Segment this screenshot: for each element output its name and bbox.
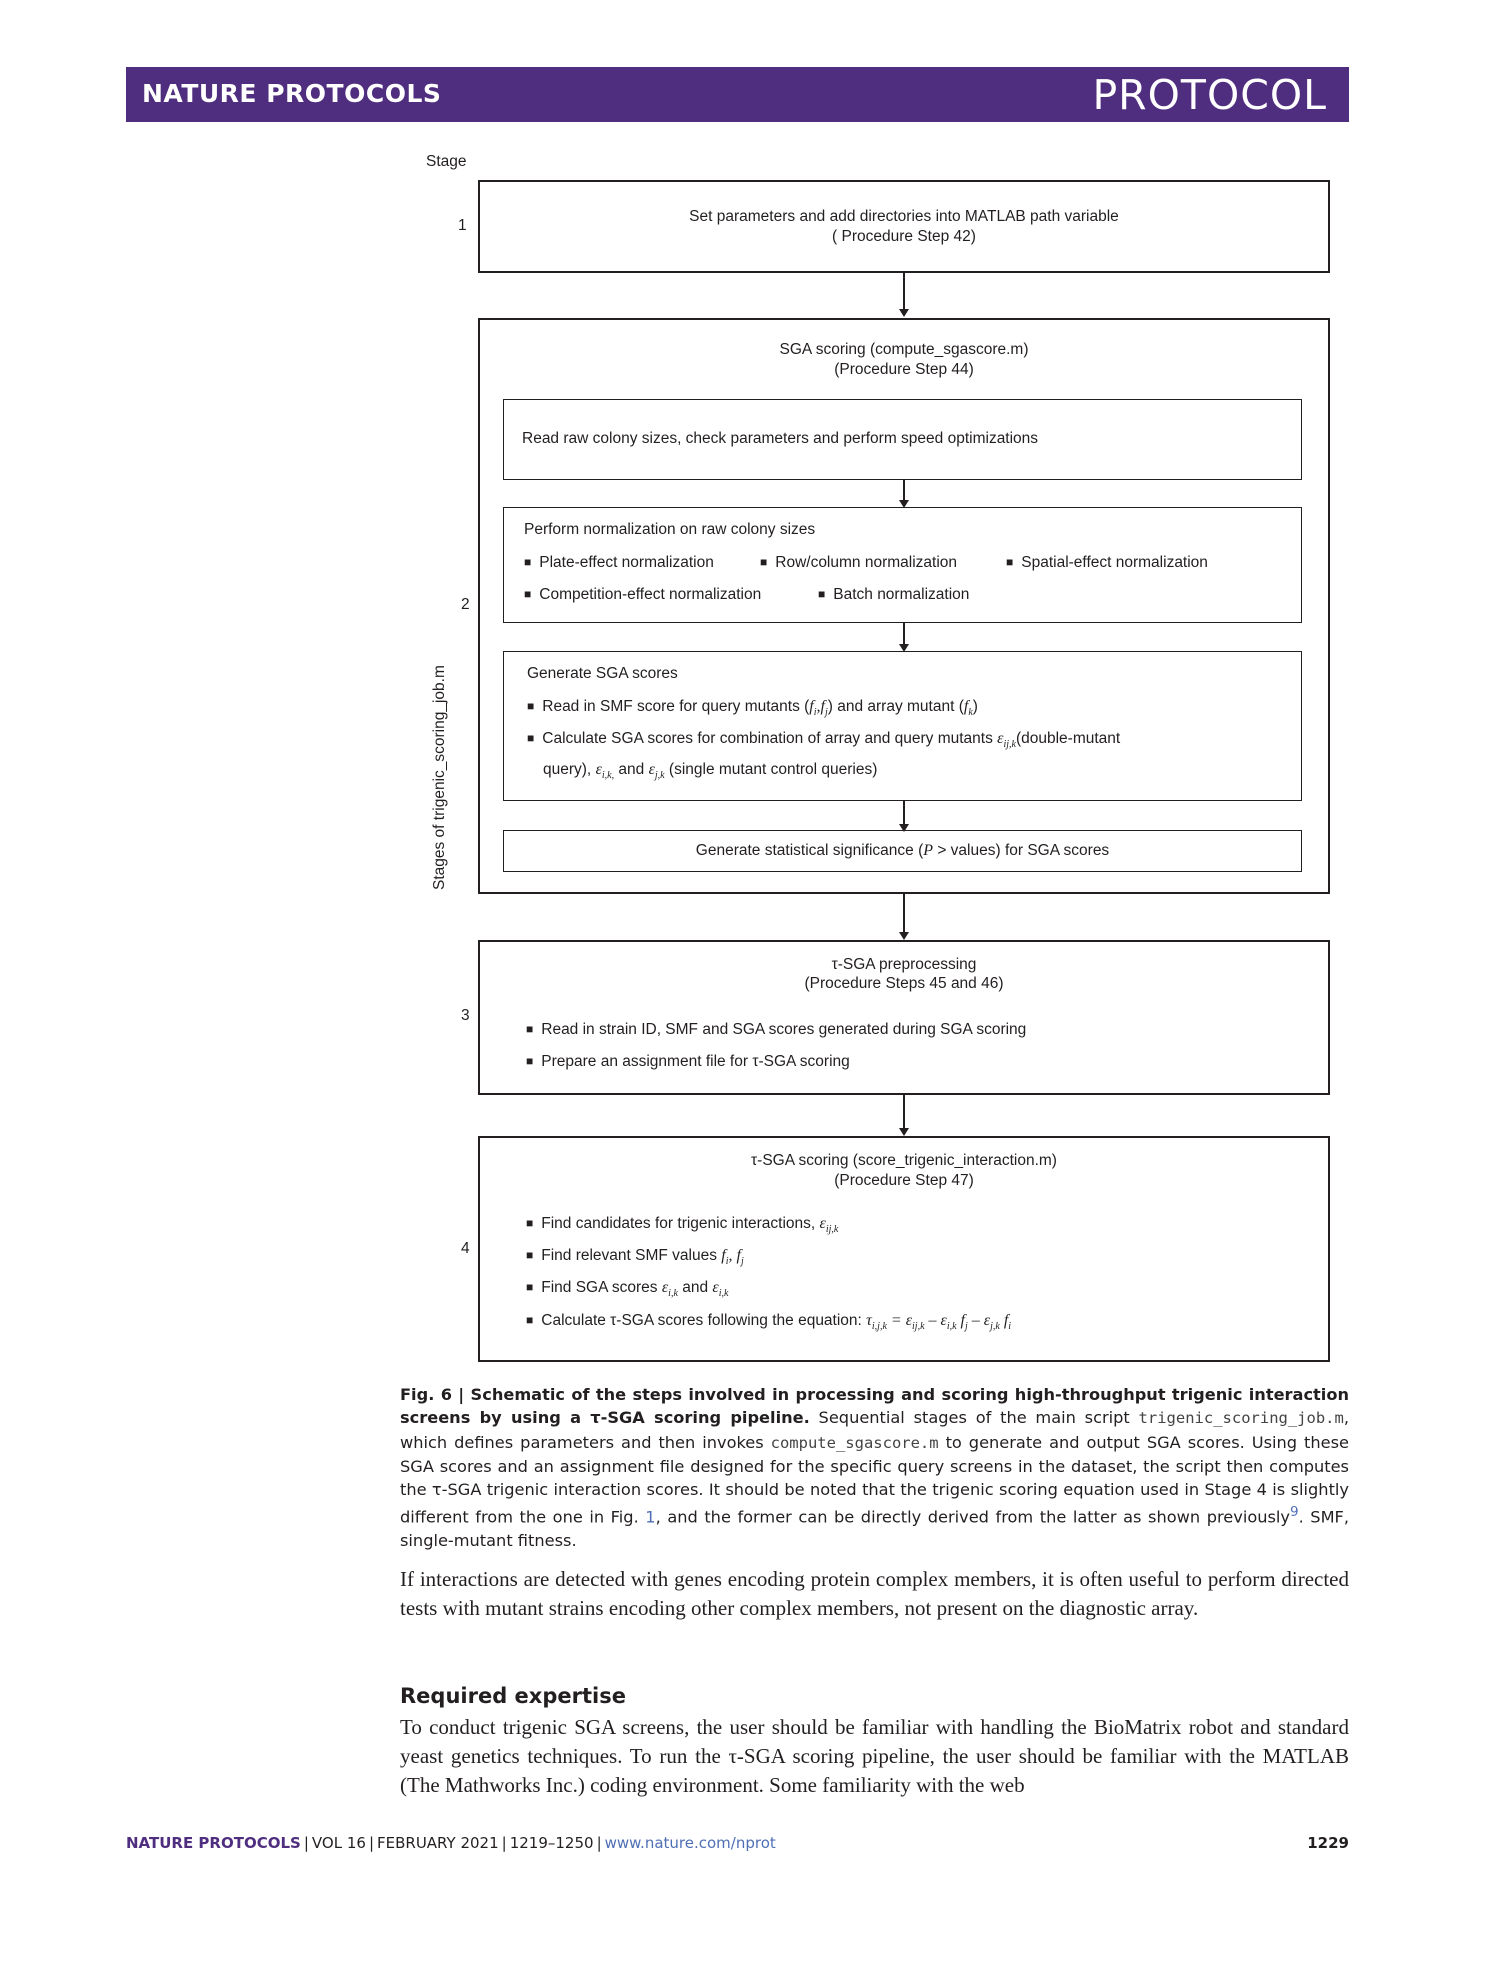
stage1-line2: ( Procedure Step 42) — [832, 228, 976, 245]
norm-item-rowcol: ■ Row/column normalization — [760, 554, 957, 572]
read-raw-box — [503, 399, 1302, 480]
normalization-title: Perform normalization on raw colony sizes — [524, 521, 816, 538]
page-number: 1229 — [1307, 1834, 1349, 1852]
stage-number-3: 3 — [461, 1007, 470, 1024]
norm-item-plate: ■ Plate-effect normalization — [524, 554, 714, 572]
figure-caption: Fig. 6 | Schematic of the steps involved in processing and scoring high-throughput trigenic interaction screens by using a τ-SGA scoring pipeline. Sequential stages of the main script trigenic_scoring_job.m, which defines parameters and then invokes compute_sgascore.m to generate and output SGA scores. Using these SGA scores and an assignment file designed for the specific query screens in the dataset, the script then computes the τ-SGA trigenic interaction scores. It should be noted that the trigenic scoring equation used in Stage 4 is slightly different from the one in Fig. 1, and the former can be directly derived from the latter as shown previously$^9$. SMF, single-mutant fitness. — [400, 1385, 1350, 1551]
footer-volume: VOL 16 — [311, 1834, 366, 1852]
stage4-title: τ-SGA scoring (score_trigenic_interaction.m) — [751, 1152, 1057, 1169]
normalization-box — [503, 507, 1302, 623]
stage3-item-prepare: ■ Prepare an assignment file for τ-SGA scoring — [526, 1053, 850, 1071]
body-paragraph-2: To conduct trigenic SGA screens, the user should be familiar with handling the BioMatrix robot and standard yeast genetics techniques. To run the τ-SGA scoring pipeline, the user should be familiar with the MATLAB (The Mathworks Inc.) coding environment. Some familiarity with the web — [400, 1715, 1349, 1797]
stage4-item-candidates: ■ Find candidates for trigenic interactions, $\varepsilon_{ij,k}$ — [526, 1215, 838, 1235]
stage4-item-equation: ■ Calculate τ-SGA scores following the equation: $\tau_{i,j,k} = \varepsilon_{ij,k} - \varepsilon_{i,k}$ $f_j - \varepsilon_{j,k}$ $f_i$ — [526, 1312, 1011, 1332]
stages-axis-label: Stages of trigenic_scoring_job.m — [431, 665, 448, 890]
stage2-title: SGA scoring (compute_sgascore.m) — [779, 341, 1029, 358]
stage-number-1: 1 — [458, 217, 467, 234]
stage3-item-read: ■ Read in strain ID, SMF and SGA scores generated during SGA scoring — [526, 1021, 1026, 1039]
arrow-gen-pval — [903, 801, 905, 830]
citation-link[interactable]: 9 — [1290, 1504, 1299, 1521]
stage2-subtitle: (Procedure Step 44) — [834, 361, 974, 378]
gen-item-read-smf: ■ Read in SMF score for query mutants $(f_i,f_j)$ and array mutant $(f_k)$ — [527, 698, 978, 718]
norm-item-spatial: ■ Spatial-effect normalization — [1006, 554, 1208, 572]
footer-journal: NATURE PROTOCOLS — [126, 1834, 301, 1852]
stage-number-2: 2 — [461, 596, 470, 613]
body-paragraph-1: If interactions are detected with genes encoding protein complex members, it is often useful to perform directed tests with mutant strains encoding other complex members, not present on the diagnostic array. — [400, 1567, 1349, 1620]
arrow-3-4 — [903, 1095, 905, 1134]
gen-item-calc: ■ Calculate SGA scores for combination of array and query mutants $\varepsilon_{ij,k}(double$-mutant — [527, 730, 1120, 750]
stage-column-label: Stage — [426, 153, 467, 170]
script-name-compute: compute_sgascore.m — [770, 1433, 939, 1452]
footer-url-link[interactable]: www.nature.com/nprot — [604, 1834, 776, 1852]
arrow-norm-gen — [903, 623, 905, 650]
figure-reference-link[interactable]: 1 — [645, 1507, 656, 1527]
page-footer: NATURE PROTOCOLS | VOL 16 | FEBRUARY 2021 | 1219–1250 | www.nature.com/nprot 1229 — [126, 1834, 1349, 1852]
section-heading-required-expertise: Required expertise — [400, 1684, 626, 1708]
journal-name: NATURE PROTOCOLS — [142, 79, 442, 108]
stage3-subtitle: (Procedure Steps 45 and 46) — [804, 975, 1004, 992]
journal-header-bar — [126, 67, 1349, 122]
stage4-item-sga: ■ Find SGA scores $\varepsilon_{i,k}$ and $\varepsilon_{i,k}$ — [526, 1279, 728, 1299]
stage1-box — [478, 180, 1330, 273]
stage3-box — [478, 940, 1330, 1095]
script-name-trigenic: trigenic_scoring_job.m — [1138, 1409, 1344, 1428]
stage4-subtitle: (Procedure Step 47) — [834, 1172, 974, 1189]
generate-sga-box — [503, 651, 1302, 801]
stage-number-4: 4 — [461, 1240, 470, 1257]
arrow-read-norm — [903, 480, 905, 506]
arrow-2-3 — [903, 894, 905, 938]
norm-item-competition: ■ Competition-effect normalization — [524, 586, 761, 604]
footer-pages: 1219–1250 — [509, 1834, 594, 1852]
read-raw-text: Read raw colony sizes, check parameters and perform speed optimizations — [522, 430, 1039, 447]
article-type: PROTOCOL — [1092, 71, 1327, 119]
caption-label: Fig. 6 | Schematic of the steps involved in processing and scoring high-throughput trigenic interaction screens by using a τ-SGA scoring pipeline. — [400, 1385, 1349, 1428]
stage1-line1: Set parameters and add directories into MATLAB path variable — [689, 208, 1119, 225]
gen-item-calc-cont: query), $\varepsilon_{i,k,}$ and $\varepsilon_{j,k}$ (single mutant control queries) — [543, 761, 878, 782]
pvalue-box — [503, 830, 1302, 872]
norm-item-batch: ■ Batch normalization — [818, 586, 969, 604]
stage4-box — [478, 1136, 1330, 1362]
stage4-item-smf: ■ Find relevant SMF values $f_i$, $f_j$ — [526, 1247, 744, 1267]
pvalue-text: Generate statistical significance (P > values) for SGA scores — [695, 842, 1110, 859]
generate-sga-title: Generate SGA scores — [527, 665, 678, 682]
stage3-title: τ-SGA preprocessing — [831, 956, 977, 973]
arrow-1-2 — [903, 273, 905, 315]
footer-date: FEBRUARY 2021 — [377, 1834, 499, 1852]
